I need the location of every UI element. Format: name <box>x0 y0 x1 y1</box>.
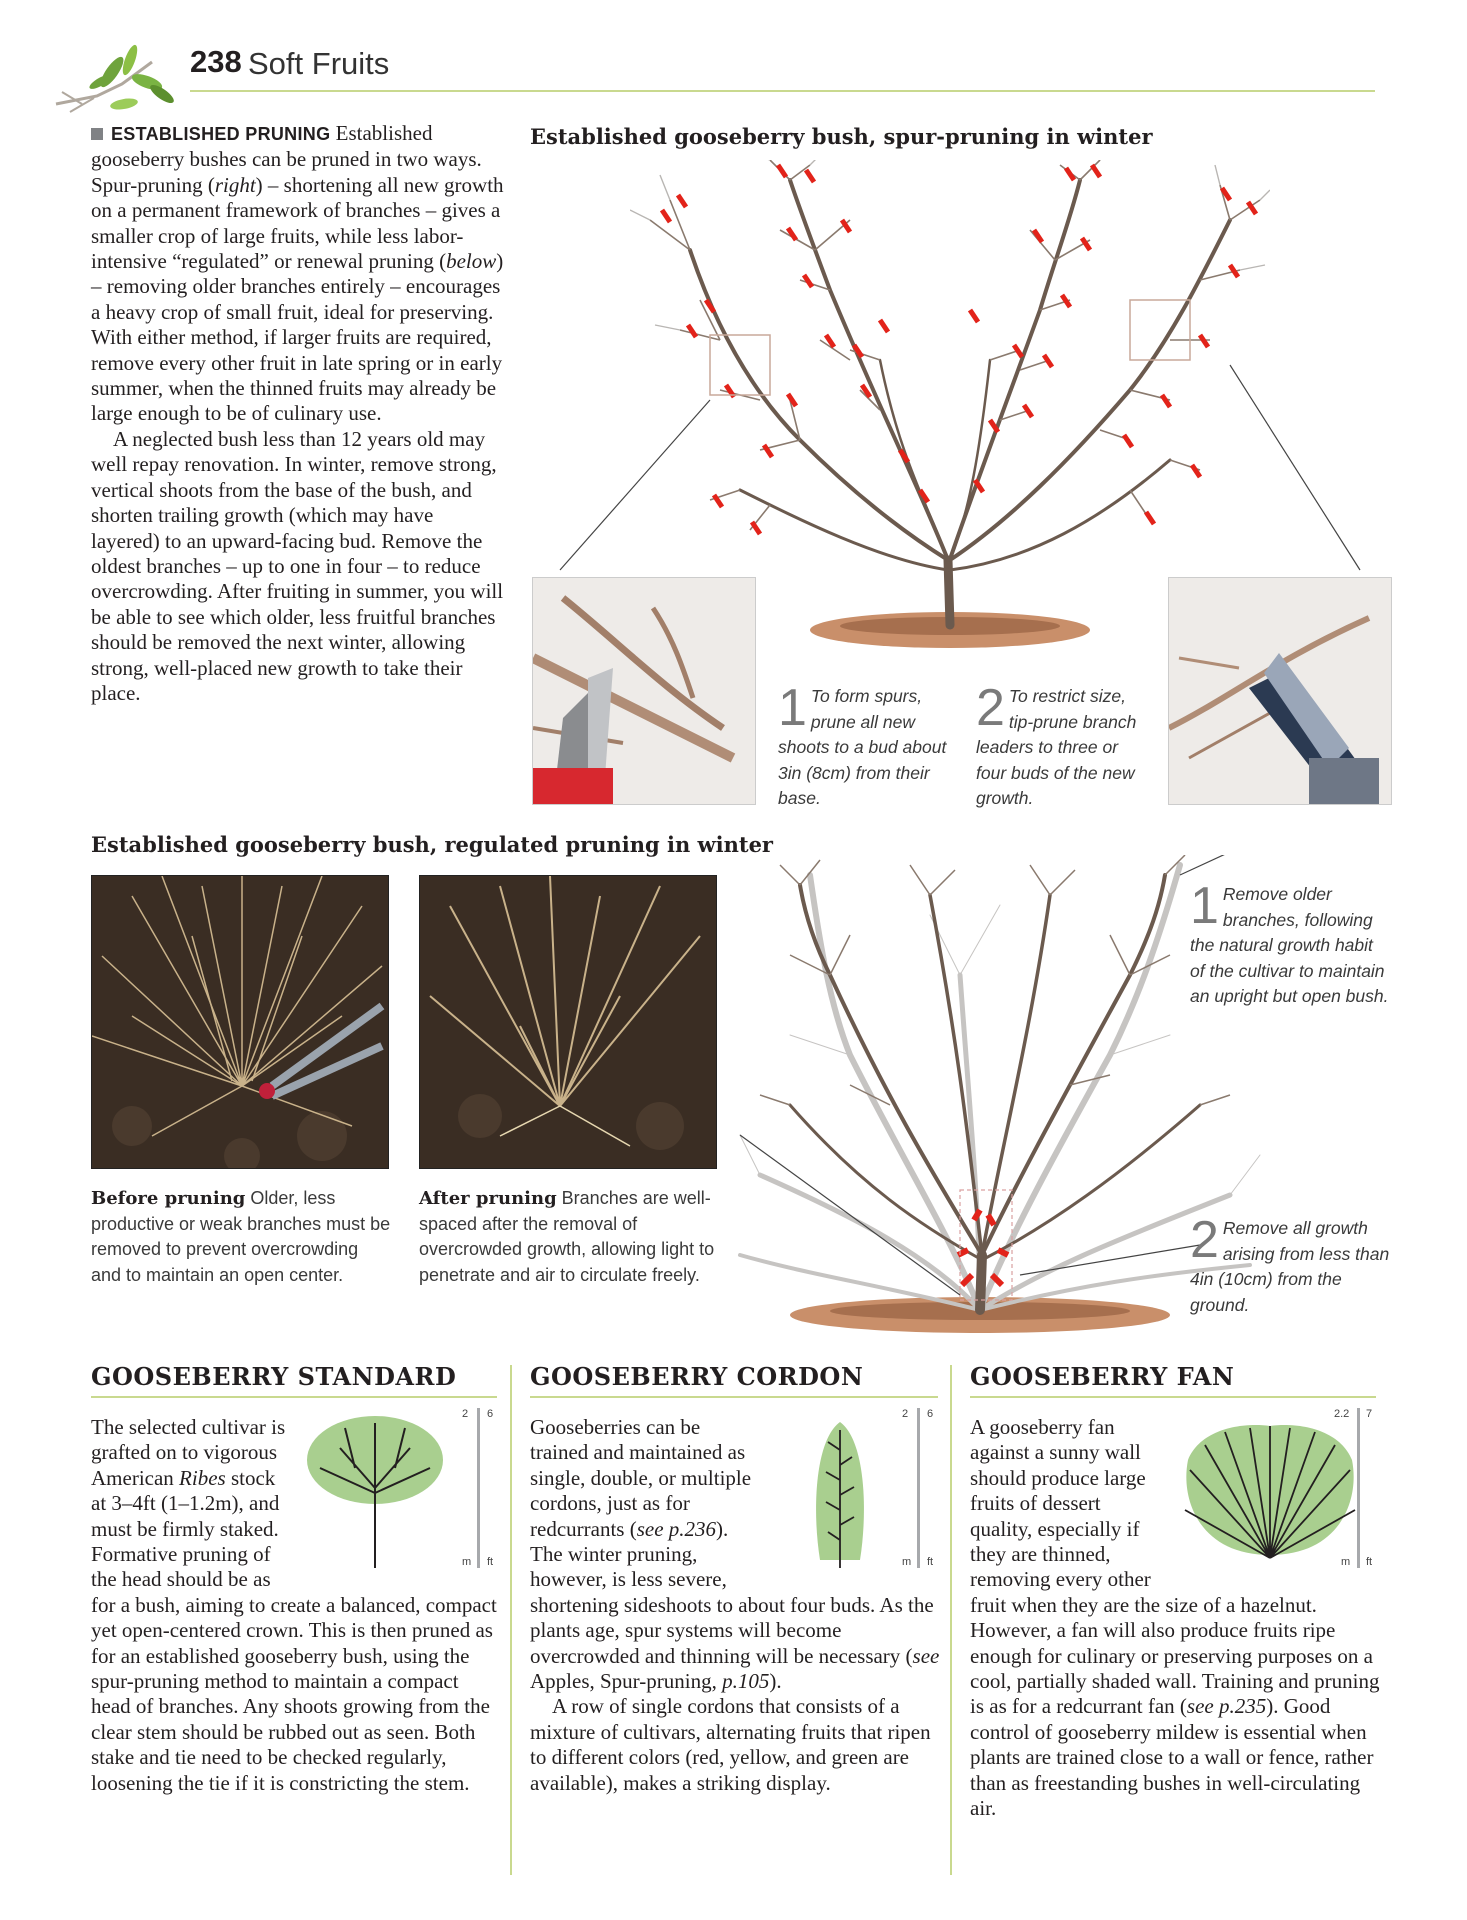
before-pruning-caption: Before pruning Older, less productive or weak branches must be removed to prevent overcrowding and to maintain an open center. <box>91 1188 391 1285</box>
cordon-paragraph-1: Gooseberries can be trained and maintained as single, double, or multiple cordons, just as for redcurrants (see p.236). The winter pruning, however, is less severe, shortening sideshoots to about four buds. As the plants age, spur systems will become overcrowded and thinning will be necessary (see Apples, Spur-pruning, p.105). <box>530 1415 940 1694</box>
intro-paragraph-2: A neglected bush less than 12 years old may well repay renovation. In winter, remove strong, vertical shoots from the base of the bush, and shorten trailing growth (which may have layered) to an upward-facing bud. Remove the oldest branches – up to one in four – to reduce overcrowding. After fruiting in summer, you will be able to see which older, less fruitful branches should be removed the next winter, allowing strong, well-placed new growth to take their place. <box>91 426 504 705</box>
spur-figure-title: Established gooseberry bush, spur-pruning in winter <box>530 124 1153 149</box>
spur-step-1: 1 To form spurs, prune all new shoots to a bud about 3in (8cm) from their base. <box>778 679 947 808</box>
intro-text <box>91 121 505 706</box>
spur-photo-left <box>532 577 756 805</box>
cordon-heading: GOOSEBERRY CORDON <box>530 1362 864 1391</box>
secateurs-cutting-spur-image <box>533 578 755 804</box>
fan-scale-m: 2.2 <box>1334 1408 1350 1420</box>
fan-rule <box>970 1396 1376 1398</box>
column-separator <box>950 1365 952 1875</box>
cordon-unit-ft: ft <box>927 1556 934 1568</box>
standard-unit-m: m <box>462 1556 472 1568</box>
cordon-float-spacer <box>760 1415 940 1570</box>
standard-float-spacer <box>291 1415 501 1590</box>
cordon-text <box>530 1415 940 1796</box>
before-pruning-head: Before pruning <box>91 1188 246 1209</box>
after-pruning-head: After pruning <box>419 1188 557 1209</box>
section-title: Soft Fruits <box>248 46 390 81</box>
regulated-pruned-bush-illustration <box>730 855 1270 1345</box>
fan-scale-ft: 7 <box>1366 1408 1373 1420</box>
regulated-figure-title: Established gooseberry bush, regulated pruning in winter <box>91 832 773 857</box>
intro-paragraph-1: ESTABLISHED PRUNING Established gooseberry bushes can be pruned in two ways. Spur-pruning (right) – shortening all new growth on a permanent framework of branches – gives a smaller crop of large fruits, while less labor-intensive “regulated” or renewal pruning (below) – removing older branches entirely – encourages a heavy crop of small fruit, ideal for preserving. With either method, if larger fruits are required, remove every other fruit in late spring or in early summer, when the thinned fruits may already be large enough to be of culinary use. <box>91 121 504 426</box>
bush-before-pruning-image <box>92 876 388 1168</box>
column-separator <box>510 1365 512 1875</box>
standard-text: The selected cultivar is grafted on to vigorous American Ribes stock at 3–4ft (1–1.2m), and must be firmly staked. Formative pruning of the head should be as for a bush, aiming to create a balanced, compact yet open-centered crown. This is then pruned as for an established gooseberry bush, using the spur-pruning method to maintain a compact head of branches. Any shoots growing from the clear stem should be rubbed out as seen. Both stake and tie need to be checked regularly, loosening the tie if it is constricting the stem. <box>91 1415 501 1796</box>
bush-after-pruning-image <box>420 876 716 1168</box>
fan-heading: GOOSEBERRY FAN <box>970 1362 1235 1391</box>
page-number: 238 <box>190 44 242 79</box>
cordon-scale-m: 2 <box>902 1408 909 1420</box>
regulated-step-2: 2 Remove all growth arising from less than 4in (10cm) from the ground. <box>1190 1211 1390 1315</box>
step-number: 1 <box>778 679 807 737</box>
spur-callout-lines <box>540 330 1400 590</box>
step-number: 1 <box>1190 877 1219 935</box>
standard-scale-ft: 6 <box>487 1408 494 1420</box>
header-rule <box>190 90 1375 92</box>
leaf-sprig-icon <box>52 32 176 127</box>
secateurs-tip-pruning-image <box>1169 578 1391 804</box>
fan-unit-ft: ft <box>1366 1556 1373 1568</box>
bullet-square-icon <box>91 128 103 140</box>
fan-unit-m: m <box>1341 1556 1351 1568</box>
after-pruning-photo <box>419 875 717 1169</box>
before-pruning-photo <box>91 875 389 1169</box>
standard-heading: GOOSEBERRY STANDARD <box>91 1362 457 1391</box>
fan-float-spacer <box>1152 1415 1380 1575</box>
step-number: 2 <box>1190 1211 1219 1269</box>
standard-unit-ft: ft <box>487 1556 494 1568</box>
spur-step-2: 2 To restrict size, tip-prune branch leaders to three or four buds of the new growth. <box>976 679 1137 808</box>
cordon-rule <box>530 1396 938 1398</box>
cordon-paragraph-2: A row of single cordons that consists of a mixture of cultivars, alternating fruits that ripen to different colors (red, yellow, and green are available), makes a striking display. <box>530 1694 931 1795</box>
regulated-step-1: 1 Remove older branches, following the natural growth habit of the cultivar to maintain an upright but open bush. <box>1190 877 1389 1006</box>
cordon-unit-m: m <box>902 1556 912 1568</box>
standard-scale-m: 2 <box>462 1408 469 1420</box>
fan-text: A gooseberry fan against a sunny wall should produce large fruits of dessert quality, especially if they are thinned, removing every other fruit when they are the size of a hazelnut. However, a fan will also produce fruits ripe enough for culinary or preserving purposes on a cool, partially shaded wall. Training and pruning is as for a redcurrant fan (see p.235). Good control of gooseberry mildew is essential when plants are trained close to a wall or fence, rather than as freestanding bushes in well-circulating air. <box>970 1415 1380 1821</box>
cordon-scale-ft: 6 <box>927 1408 934 1420</box>
run-head: ESTABLISHED PRUNING <box>111 124 331 144</box>
step-number: 2 <box>976 679 1005 737</box>
standard-rule <box>91 1396 497 1398</box>
spur-photo-right <box>1168 577 1392 805</box>
after-pruning-caption: After pruning Branches are well-spaced after the removal of overcrowded growth, allowing light to penetrate and air to circulate freely. <box>419 1188 715 1285</box>
